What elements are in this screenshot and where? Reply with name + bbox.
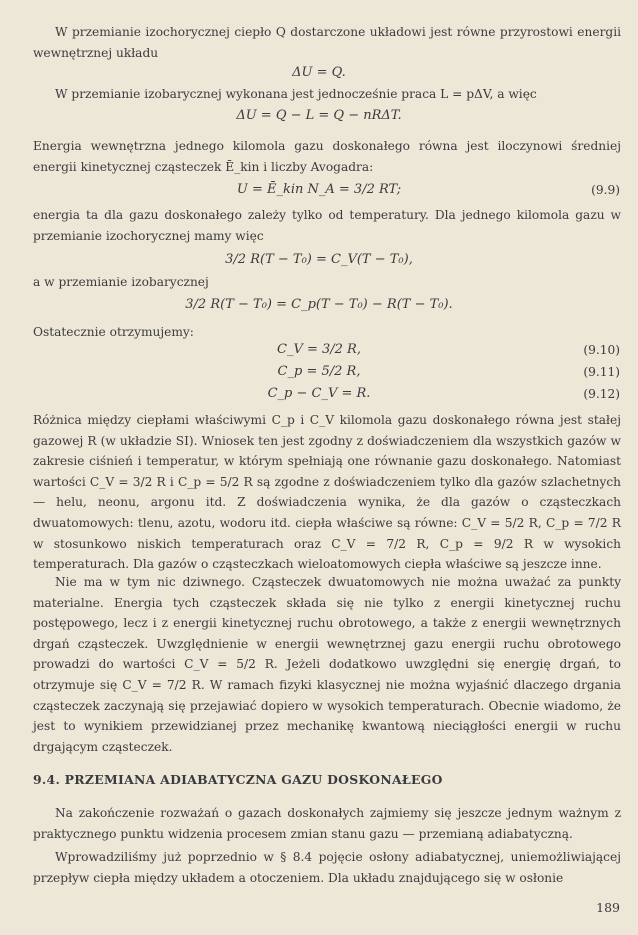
equation-row-9-10 [0, 340, 638, 360]
paragraph-isochoric: W przemianie izochorycznej ciepło Q dostarczone układowi jest równe przyrostowi energii wewnętrznej układu [33, 25, 621, 60]
equation-internal-energy: U = Ē_kin N_A = 3/2 RT; [236, 182, 402, 197]
equation-cp-minus-cv: C_p − C_V = R. [267, 386, 371, 401]
paragraph-diatomic-explanation: Nie ma w tym nic dziwnego. Cząsteczek dwuatomowych nie można uważać za punkty materialne. Energia tych cząsteczek składa się nie tylko z energii kinetycznej ruchu postępowego, lecz i z energii kinetycznej ruchu obrotowego, a także z energii wewnętrznych drgań cząsteczek. Uwzględnienie w energii wewnętrznej gazu energii ruchu obrotowego prowadzi do wartości C_V = 5/2 R. Jeżeli dodatkowo uwzględni się energię drgań, to otrzymuje się C_V = 7/2 R. W ramach fizyki klasycznej nie można wyjaśnić dlaczego drgania cząsteczek zaczynają się przejawiać dopiero w wysokich temperaturach. Obecnie wiadomo, że jest to wynikiem przewidzianej przez mechanikę kwantową nieciągłości energii w ruchu drgającym cząsteczek. [33, 575, 621, 754]
equation-cp: C_p = 5/2 R, [277, 364, 361, 379]
paragraph-adiabatic-cover: Wprowadziliśmy już poprzednio w § 8.4 pojęcie osłony adiabatycznej, uniemożliwiającej przepływ ciepła między układem a otoczeniem. Dla układu znajdującego się w osłonie [33, 850, 621, 885]
section-heading: 9.4. PRZEMIANA ADIABATYCZNA GAZU DOSKONAŁEGO [33, 772, 443, 787]
equation-number: (9.9) [591, 183, 620, 197]
equation-cv: C_V = 3/2 R, [277, 342, 361, 357]
paragraph-temperature-dependence: energia ta dla gazu doskonałego zależy tylko od temperatury. Dla jednego kilomola gazu w przemianie izochorycznej mamy więc [33, 208, 621, 243]
equation-row-9-11 [0, 362, 638, 382]
equation-number: (9.11) [583, 365, 620, 379]
equation-row-9-9 [0, 180, 638, 200]
equation-row-9-12 [0, 384, 638, 404]
paragraph-result-intro: Ostatecznie otrzymujemy: [33, 325, 194, 339]
paragraph-specific-heat-difference: Różnica między ciepłami właściwymi C_p i C_V kilomola gazu doskonałego równa jest stałej gazowej R (w układzie SI). Wniosek ten jest zgodny z doświadczeniem dla wszystkich gazów w zakresie ciśnień i temperatur, w którym spełniają one równanie gazu doskonałego. Natomiast wartości C_V = 3/2 R i C_p = 5/2 R są zgodne z doświadczeniem tylko dla gazów szlachetnych — helu, neonu, argonu itd. Z doświadczenia wynika, że dla gazów o cząsteczkach dwuatomowych: tlenu, azotu, wodoru itd. ciepła właściwe są równe: C_V = 5/2 R, C_p = 7/2 R w stosunkowo niskich temperaturach oraz C_V = 7/2 R, C_p = 9/2 R w wysokich temperaturach. Dla gazów o cząsteczkach wieloatomowych ciepła właściwe są jeszcze inne. [33, 413, 621, 572]
page-number: 189 [596, 900, 620, 915]
equation-isochoric-heat: 3/2 R(T − T₀) = C_V(T − T₀), [225, 252, 413, 267]
paragraph-internal-energy: Energia wewnętrzna jednego kilomola gazu doskonałego równa jest iloczynowi średniej energii kinetycznej cząsteczek Ē_kin i liczby Avogadra: [33, 139, 621, 174]
equation-number: (9.12) [583, 387, 620, 401]
paragraph-adiabatic-intro: Na zakończenie rozważań o gazach doskonałych zajmiemy się jeszcze jednym ważnym z praktycznego punktu widzenia procesem zmian stanu gazu — przemianą adiabatyczną. [33, 806, 621, 841]
equation-delta-u-isobaric: ΔU = Q − L = Q − nRΔT. [236, 108, 402, 123]
equation-isobaric-heat: 3/2 R(T − T₀) = C_p(T − T₀) − R(T − T₀). [185, 297, 453, 312]
paragraph-isobaric-intro: a w przemianie izobarycznej [33, 275, 209, 289]
equation-delta-u-q: ΔU = Q. [292, 65, 346, 80]
paragraph-isobaric-work: W przemianie izobarycznej wykonana jest jednocześnie praca L = pΔV, a więc [55, 87, 537, 101]
equation-number: (9.10) [583, 343, 620, 357]
